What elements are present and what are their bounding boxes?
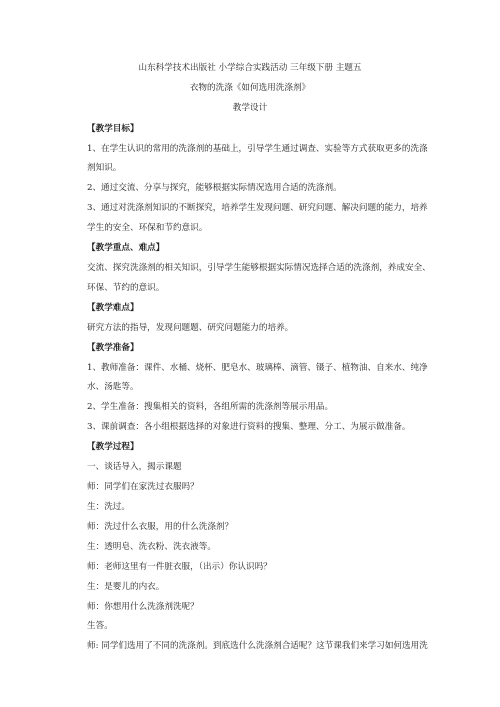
prep-1-line-b: 水、汤匙等。 (87, 382, 139, 392)
goals-heading: 【教学目标】 (87, 124, 139, 134)
dialogue-line: 师：老师这里有一件脏衣服，（出示）你认识吗？ (87, 562, 272, 572)
goal-1-line-b: 剂知识。 (87, 163, 122, 173)
prep-3: 3、课前调查：各小组根据选择的对象进行资料的搜集、整理、分工、为展示做准备。 (87, 422, 411, 432)
goal-1-line-a: 1、在学生认识的常用的洗涤剂的基础上，引导学生通过调查、实验等方式获取更多的洗涤 (87, 144, 428, 154)
prep-2: 2、学生准备：搜集相关的资料，各组所需的洗涤剂等展示用品。 (87, 402, 334, 412)
preparation-heading: 【教学准备】 (87, 343, 139, 353)
dialogue-line: 生答。 (87, 621, 113, 631)
doc-type: 教学设计 (232, 103, 268, 113)
publisher-line: 山东科学技术出版社 小学综合实践活动 三年级下册 主题五 (138, 63, 362, 73)
lesson-title: 衣物的洗涤《如何选用洗涤剂》 (189, 83, 311, 93)
key-points-line-b: 环保、节约的意识。 (87, 283, 165, 293)
dialogue-line: 师：你想用什么洗涤剂洗呢？ (87, 602, 199, 612)
dialogue-line: 生：洗过。 (87, 502, 130, 512)
key-points-heading: 【教学重点、难点】 (87, 243, 165, 253)
difficulty-text: 研究方法的指导，发现问题题、研究问题能力的培养。 (87, 323, 294, 333)
dialogue-line: 生：是婴儿的内衣。 (87, 582, 165, 592)
goal-3-line-b: 学生的安全、环保和节约意识。 (87, 223, 208, 233)
goal-2: 2、通过交流、分享与探究，能够根据实际情况选用合适的洗涤剂。 (87, 183, 342, 193)
difficulty-heading: 【教学难点】 (87, 303, 139, 313)
process-heading: 【教学过程】 (87, 442, 139, 452)
dialogue-line: 师: 同学们选用了不同的洗涤剂。到底选什么洗涤剂合适呢？这节课我们来学习如何选用洗 (87, 641, 428, 651)
dialogue-line: 生：透明皂、洗衣粉、洗衣液等。 (87, 542, 216, 552)
step-1-title: 一、谈话导入，揭示课题 (87, 462, 182, 472)
dialogue-line: 师：同学们在家洗过衣服吗？ (87, 482, 199, 492)
goal-3-line-a: 3、通过对洗涤剂知识的不断探究，培养学生发现问题、研究问题、解决问题的能力，培养 (87, 203, 428, 213)
dialogue-line: 师：洗过什么衣服，用的什么洗涤剂？ (87, 522, 234, 532)
key-points-line-a: 交流、探究洗涤剂的相关知识，引导学生能够根据实际情况选择合适的洗涤剂，养成安全、 (87, 263, 431, 273)
prep-1-line-a: 1、教师准备：课件、水桶、烧杯、肥皂水、玻璃棒、滴管、镊子、植物油、自来水、纯净 (87, 363, 428, 373)
